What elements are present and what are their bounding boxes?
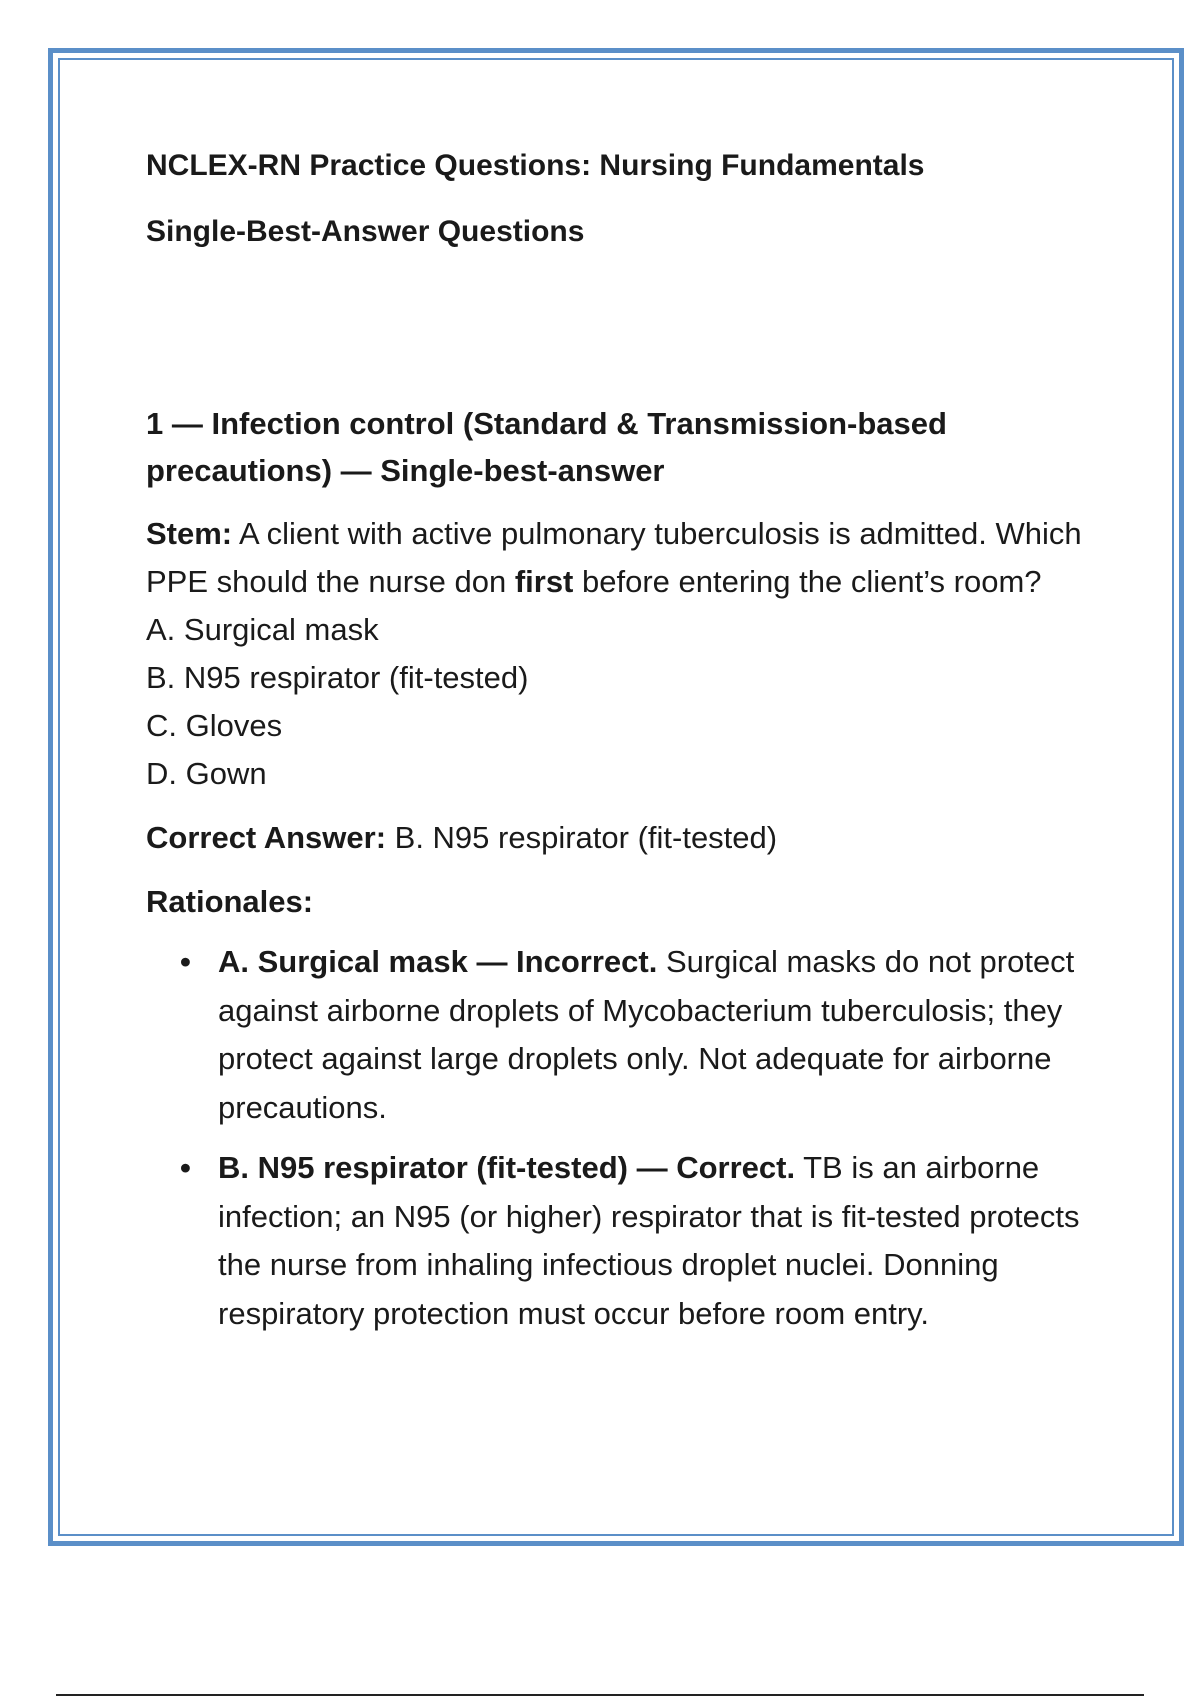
- correct-answer: [146, 814, 1086, 862]
- answer-option-a: A. Surgical mask: [146, 612, 379, 647]
- correct-answer-value: B. N95 respirator (fit-tested): [386, 820, 778, 855]
- correct-answer-label: Correct Answer:: [146, 820, 387, 855]
- stem-emphasis: first: [514, 564, 574, 599]
- stem-text-part1: A client with active pulmonary tuberculosis is admitted. Which PPE should the nurse don: [146, 516, 1082, 599]
- answer-options: [146, 606, 1086, 798]
- rationale-lead: A. Surgical mask — Incorrect.: [218, 944, 658, 979]
- answer-option-b: B. N95 respirator (fit-tested): [146, 660, 529, 695]
- question-stem: [146, 510, 1086, 606]
- answer-option-d: D. Gown: [146, 756, 267, 791]
- rationale-text: TB is an airborne infection; an N95 (or higher) respirator that is fit-tested protects the nurse from inhaling infectious droplet nuclei. Donning respiratory protection must occur before room entry.: [218, 1150, 1080, 1331]
- stem-label: Stem:: [146, 516, 233, 551]
- document-title: NCLEX-RN Practice Questions: Nursing Fundamentals: [146, 149, 925, 182]
- answer-option-c: C. Gloves: [146, 708, 283, 743]
- rationale-list: [146, 938, 1086, 1338]
- document-subtitle: Single-Best-Answer Questions: [146, 215, 585, 248]
- bullet-icon: •: [180, 1150, 191, 1185]
- rationales-label: Rationales:: [146, 884, 314, 919]
- question-heading: 1 — Infection control (Standard & Transmission-based precautions) — Single-best-answer: [146, 406, 947, 488]
- rationale-item: [180, 938, 1086, 1132]
- bullet-icon: •: [180, 944, 191, 979]
- rationale-text: Surgical masks do not protect against airborne droplets of Mycobacterium tuberculosis; they protect against large droplets only. Not adequate for airborne precautions.: [218, 944, 1075, 1125]
- rationale-lead: B. N95 respirator (fit-tested) — Correct.: [218, 1150, 796, 1185]
- document-content: [146, 148, 1086, 1350]
- rationale-item: [180, 1144, 1086, 1338]
- footer-rule: [56, 1694, 1144, 1696]
- stem-text-part2: before entering the client’s room?: [573, 564, 1042, 599]
